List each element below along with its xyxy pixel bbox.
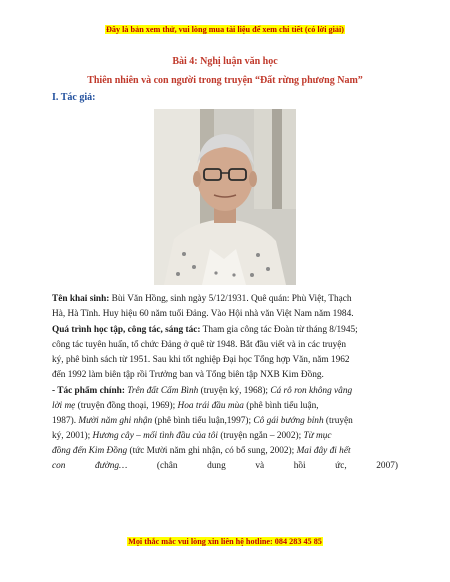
works-last-line: con đường… (chân dung và hồi ức, 2007) <box>52 461 398 471</box>
bio-paragraph-works: - Tác phẩm chính: Trên đất Cẩm Bình (truyện ký, 1968); Cá rô ron không vâng lời mẹ (truyện đồng thoại, 1969); Hoa trái đầu mùa (phê bình tiểu luận, 1987). Mười năm ghi nhận (phê bình tiểu luận,1997); Cô gái bướng bỉnh (truyện ký, 2001); Hương cây – mối tình đầu của tôi (truyện ngắn – 2002); Từ mục đồng đến Kim Đồng (tức Mười năm ghi nhận, có bổ sung, 2002); Mai đây đi hết con đường… (chân dung và hồi ức, 2007) <box>52 384 398 474</box>
real-name-label: Tên khai sinh: <box>52 294 110 304</box>
bio-paragraph-career: Quá trình học tập, công tác, sáng tác: Tham gia công tác Đoàn từ tháng 8/1945; công tác tuyên huấn, tổ chức Đảng ở quê từ 1948. Bắt đầu viết và in các truyện ký, phê bình sách từ 1951. Sau khi tốt nghiệp Đại học Tổng hợp Văn, năm 1962 đến 1992 làm biên tập rồi Trưởng ban và Tổng biên tập NXB Kim Đồng. <box>52 325 358 380</box>
career-label: Quá trình học tập, công tác, sáng tác: <box>52 325 201 335</box>
section-heading: I. Tác giả: <box>52 92 96 103</box>
hotline-banner: Mọi thắc mắc vui lòng xin liên hệ hotline: 084 283 45 85 <box>128 537 322 546</box>
author-photo <box>154 109 296 285</box>
bio-paragraph-name: Tên khai sinh: Bùi Văn Hồng, sinh ngày 5/12/1931. Quê quán: Phù Việt, Thạch Hà, Hà Tĩnh. Huy hiệu 60 năm tuổi Đảng. Vào Hội nhà văn Việt Nam năm 1984. <box>52 294 354 319</box>
preview-banner: Đây là bản xem thử, vui lòng mua tài liệu để xem chi tiết (có lời giải) <box>105 25 344 34</box>
lesson-title: Bài 4: Nghị luận văn học <box>172 56 278 67</box>
author-portrait-image <box>154 109 296 285</box>
works-label: - Tác phẩm chính: <box>52 386 125 396</box>
lesson-subtitle: Thiên nhiên và con người trong truyện “Đất rừng phương Nam” <box>87 75 363 86</box>
